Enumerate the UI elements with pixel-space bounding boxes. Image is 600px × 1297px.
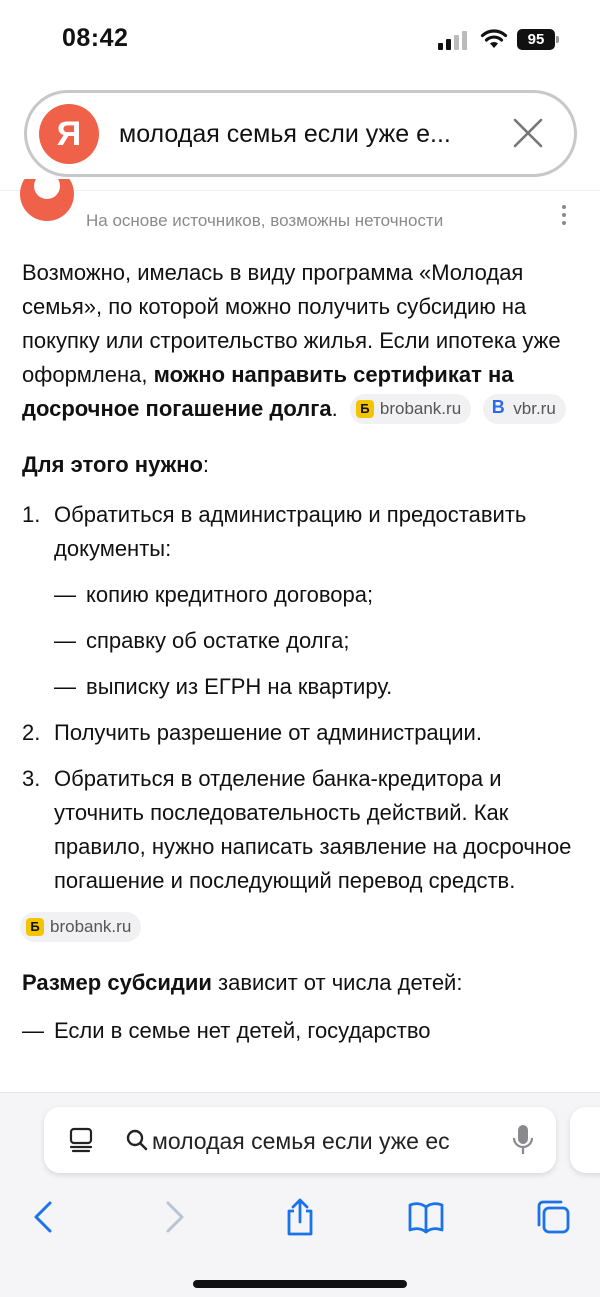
answer-header <box>0 190 600 240</box>
source-chip-brobank[interactable]: Б brobank.ru <box>20 912 141 942</box>
search-icon <box>126 1129 148 1151</box>
clear-search-icon[interactable] <box>510 115 546 151</box>
bookmarks-icon[interactable] <box>407 1197 445 1237</box>
battery-level: 95 <box>517 29 555 50</box>
subsidy-heading: Размер субсидии зависит от числа детей: <box>22 970 463 995</box>
list-item: 3. Обратиться в отделение банка-кредитора и уточнить последовательность действий. Как правило, нужно написать заявление на досрочное погашение и последующий перевод средств. <box>22 766 572 893</box>
answer-content <box>22 256 582 1048</box>
document-item: — справку об остатке долга; <box>54 628 350 653</box>
search-bar[interactable] <box>24 90 577 177</box>
tabs-icon[interactable] <box>533 1197 571 1237</box>
steps-heading: Для этого нужно: <box>22 452 210 477</box>
step-source <box>20 910 582 944</box>
next-tab-peek[interactable] <box>570 1107 600 1173</box>
list-item: 1. Обратиться в администрацию и предоставить документы: — копию кредитного договора; — справку об остатке долга; — выписку из ЕГРН на квартиру. <box>22 498 582 704</box>
forward-icon[interactable] <box>156 1197 194 1237</box>
cellular-signal-icon <box>438 30 470 50</box>
vbr-icon: B <box>491 397 505 417</box>
list-item: 2. Получить разрешение от администрации. <box>22 720 482 745</box>
address-bar[interactable] <box>44 1107 556 1173</box>
source-chip-brobank[interactable]: Б brobank.ru <box>350 394 471 424</box>
wifi-icon <box>480 28 508 50</box>
alice-icon <box>20 179 74 223</box>
page-menu-icon[interactable] <box>68 1127 94 1153</box>
intro-paragraph: Возможно, имелась в виду программа «Молодая семья», по которой можно получить субсидию на покупку или строительство жилья. Если ипотека уже оформлена, можно направить сертификат на досрочное погашение долга. Б brobank.ru B vbr.ru <box>22 256 582 426</box>
brobank-icon: Б <box>356 400 374 418</box>
document-item: — копию кредитного договора; <box>54 582 374 607</box>
yandex-logo[interactable]: Я <box>39 104 99 164</box>
subsidy-line: — Если в семье нет детей, государство <box>22 1018 431 1043</box>
source-chip-vbr[interactable]: B vbr.ru <box>483 394 566 424</box>
status-time: 08:42 <box>62 24 129 52</box>
status-bar <box>0 0 600 80</box>
share-icon[interactable] <box>281 1197 319 1237</box>
browser-toolbar <box>0 1092 600 1297</box>
steps-list <box>22 498 582 898</box>
document-item: — выписку из ЕГРН на квартиру. <box>54 674 393 699</box>
search-query[interactable]: молодая семья если уже е... <box>119 120 451 148</box>
microphone-icon[interactable] <box>512 1124 534 1156</box>
home-indicator[interactable] <box>193 1280 407 1288</box>
address-text[interactable]: молодая семья если уже ес <box>152 1128 450 1154</box>
answer-disclaimer: На основе источников, возможны неточности <box>86 211 444 230</box>
brobank-icon: Б <box>26 918 44 936</box>
more-options-icon[interactable] <box>562 205 568 223</box>
back-icon[interactable] <box>24 1197 62 1237</box>
intro-bold: можно направить сертификат на досрочное погашение долга <box>22 362 514 421</box>
battery-icon <box>517 29 559 50</box>
